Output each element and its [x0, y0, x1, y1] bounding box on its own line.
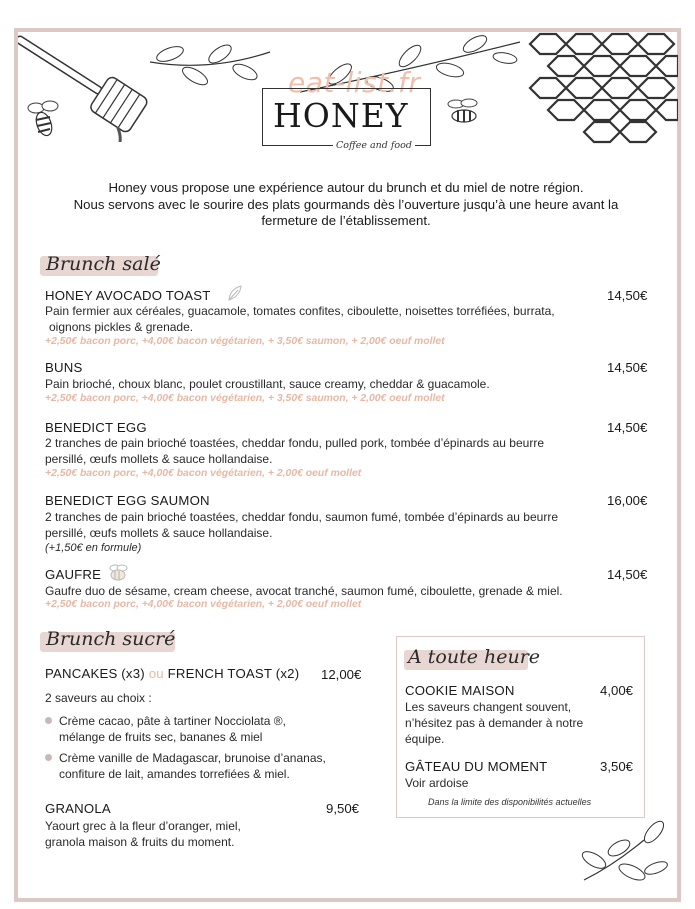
- intro-line: fermeture de l’établissement.: [261, 213, 431, 228]
- item-name: BENEDICT EGG: [45, 420, 147, 435]
- item-name: GAUFRE: [45, 567, 102, 582]
- item-description: n’hésitez pas à demander à notre: [405, 716, 584, 730]
- bullet: [45, 754, 52, 761]
- logo-title: HONEY: [273, 96, 409, 135]
- item-price: 14,50€: [607, 567, 648, 582]
- item-description: Pain fermier aux céréales, guacamole, tomates confites, ciboulette, noisettes torréfiées, burrata,: [45, 304, 555, 318]
- item-price: 3,50€: [600, 759, 634, 774]
- item-description: Yaourt grec à la fleur d’oranger, miel,: [45, 819, 241, 833]
- item-note: (+1,50€ en formule): [45, 542, 142, 554]
- leaves-corner-icon: [574, 820, 670, 890]
- intro-line: Nous servons avec le sourire des plats gourmands dès l’ouverture jusqu’à une heure avant la: [73, 196, 619, 212]
- item-options: +2,50€ bacon porc, +4,00€ bacon végétarien, + 2,00€ oeuf mollet: [45, 468, 362, 479]
- section-title-brunch-sale: Brunch salé: [46, 253, 161, 275]
- item-name: BENEDICT EGG SAUMON: [45, 493, 210, 508]
- section-title-brunch-sucre: Brunch sucré: [46, 628, 176, 650]
- item-price: 12,00€: [321, 667, 362, 682]
- item-name: [45, 666, 299, 681]
- section-title-a-toute-heure: A toute heure: [408, 646, 541, 668]
- watermark: eat-list.fr: [288, 66, 421, 99]
- intro-text: [40, 180, 652, 230]
- item-options: +2,50€ bacon porc, +4,00€ bacon végétarien, + 2,00€ oeuf mollet: [45, 599, 362, 610]
- bee-small-icon: [107, 563, 129, 583]
- item-description: persillé, œufs mollets & sauce hollandaise.: [45, 452, 273, 466]
- item-name: GRANOLA: [45, 801, 111, 816]
- item-price: 14,50€: [607, 288, 648, 303]
- item-price: 14,50€: [607, 360, 648, 375]
- item-description: Les saveurs changent souvent,: [405, 700, 572, 714]
- or-word: ou: [148, 666, 164, 681]
- item-description: 2 tranches de pain brioché toastées, cheddar fondu, pulled pork, tombée d’épinards au beurre: [45, 436, 544, 450]
- item-description: persillé, œufs mollets & sauce hollandaise.: [45, 526, 273, 540]
- honeycomb-icon: [520, 32, 678, 152]
- item-name: BUNS: [45, 360, 83, 375]
- choice-text: mélange de fruits sec, bananes & miel: [59, 730, 263, 744]
- item-options: +2,50€ bacon porc, +4,00€ bacon végétarien, + 3,50€ saumon, + 2,00€ oeuf mollet: [45, 336, 445, 347]
- item-description: granola maison & fruits du moment.: [45, 835, 235, 849]
- item-name: GÂTEAU DU MOMENT: [405, 759, 548, 774]
- item-name-pancakes: PANCAKES (x3): [45, 666, 145, 681]
- item-name-french-toast: FRENCH TOAST (x2): [167, 666, 300, 681]
- item-price: 14,50€: [607, 420, 648, 435]
- item-description: oignons pickles & grenade.: [49, 320, 194, 334]
- choice-text: Crème vanille de Madagascar, brunoise d’ananas,: [59, 751, 326, 765]
- choice-label: 2 saveurs au choix :: [45, 691, 152, 705]
- bee-icon: [24, 98, 66, 142]
- intro-line: Honey vous propose une expérience autour du brunch et du miel de notre région.: [108, 180, 584, 195]
- item-description: équipe.: [405, 732, 445, 746]
- leaf-icon: [226, 284, 244, 302]
- logo-subtitle: Coffee and food: [333, 140, 415, 151]
- item-description: Voir ardoise: [405, 776, 469, 790]
- item-price: 16,00€: [607, 493, 648, 508]
- item-options: +2,50€ bacon porc, +4,00€ bacon végétarien, + 3,50€ saumon, + 2,00€ oeuf mollet: [45, 393, 445, 404]
- item-name: COOKIE MAISON: [405, 683, 515, 698]
- choice-text: Crème cacao, pâte à tartiner Nocciolata ®,: [59, 714, 286, 728]
- bee-small-icon: [444, 96, 484, 130]
- bullet: [45, 717, 52, 724]
- item-price: 9,50€: [326, 801, 360, 816]
- item-name: HONEY AVOCADO TOAST: [45, 288, 211, 303]
- choice-text: confiture de lait, amandes torrefiées & miel.: [59, 767, 290, 781]
- availability-footnote: Dans la limite des disponibilités actuelles: [428, 797, 592, 807]
- item-description: 2 tranches de pain brioché toastées, cheddar fondu, saumon fumé, tombée d’épinards au beurre: [45, 510, 558, 524]
- item-price: 4,00€: [600, 683, 634, 698]
- item-description: Gaufre duo de sésame, cream cheese, avocat tranché, saumon fumé, ciboulette, grenade & miel.: [45, 584, 563, 598]
- item-description: Pain brioché, choux blanc, poulet croustillant, sauce creamy, cheddar & guacamole.: [45, 377, 490, 391]
